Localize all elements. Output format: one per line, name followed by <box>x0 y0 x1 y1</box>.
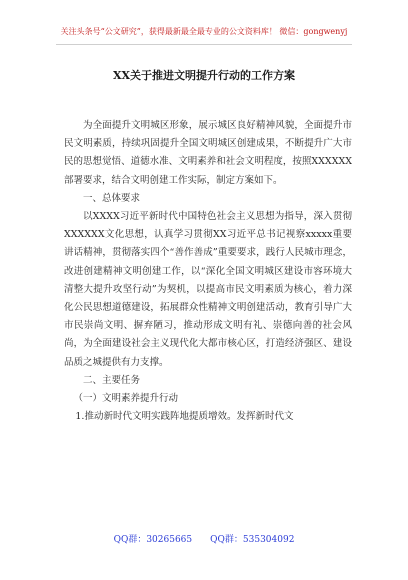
section-heading-general-requirements: 一、总体要求 <box>83 192 141 204</box>
section-heading-main-tasks: 二、主要任务 <box>83 374 141 386</box>
header-divider <box>56 44 352 45</box>
intro-paragraph: 为全面提升文明城区形象，展示城区良好精神风貌，全面提升市民文明素质，持续巩固提升全国文明城区创建成果，不断提升广大市民的思想觉悟、道德水准、文明素养和社会文明程度，按照XXXXXX部署要求，结合文明创建工作实际，制定方案如下。 <box>64 120 352 186</box>
document-body <box>64 117 352 426</box>
footer-qq-group-2: QQ群：535304092 <box>210 535 295 545</box>
footer-contact <box>0 534 408 546</box>
subsection-heading-civility: （一）文明素养提升行动 <box>73 393 179 405</box>
header-note: 关注头条号“公文研究”，获得最新最全最专业的公文资料库！ 微信：gongwenyj <box>60 27 348 36</box>
guiding-paragraph: 以XXXX习近平新时代中国特色社会主义思想为指导，深入贯彻XXXXXX文化思想，认真学习贯彻XX习近平总书记视察xxxxx重要讲话精神，贯彻落实四个“善作善成”重要要求，践行人民城市理念，改进创建精神文明创建工作，以“深化全国文明城区建设市容环境大清整大提升攻坚行动”为契机，以提高市民文明素质为核心，着力深化公民思想道德建设，拓展群众性精神文明创建活动，教育引导广大市民崇尚文明、摒弃陋习，推动形成文明有礼、崇德向善的社会风尚，为全面建设社会主义现代化大都市核心区，打造经济强区、建设品质之城提供有力支撑。 <box>64 211 352 368</box>
task-item-1: 1.推动新时代文明实践阵地提质增效。发挥新时代文 <box>75 411 294 423</box>
footer-qq-group-1: QQ群：30265665 <box>113 535 193 545</box>
document-title: XX关于推进文明提升行动的工作方案 <box>112 69 296 82</box>
